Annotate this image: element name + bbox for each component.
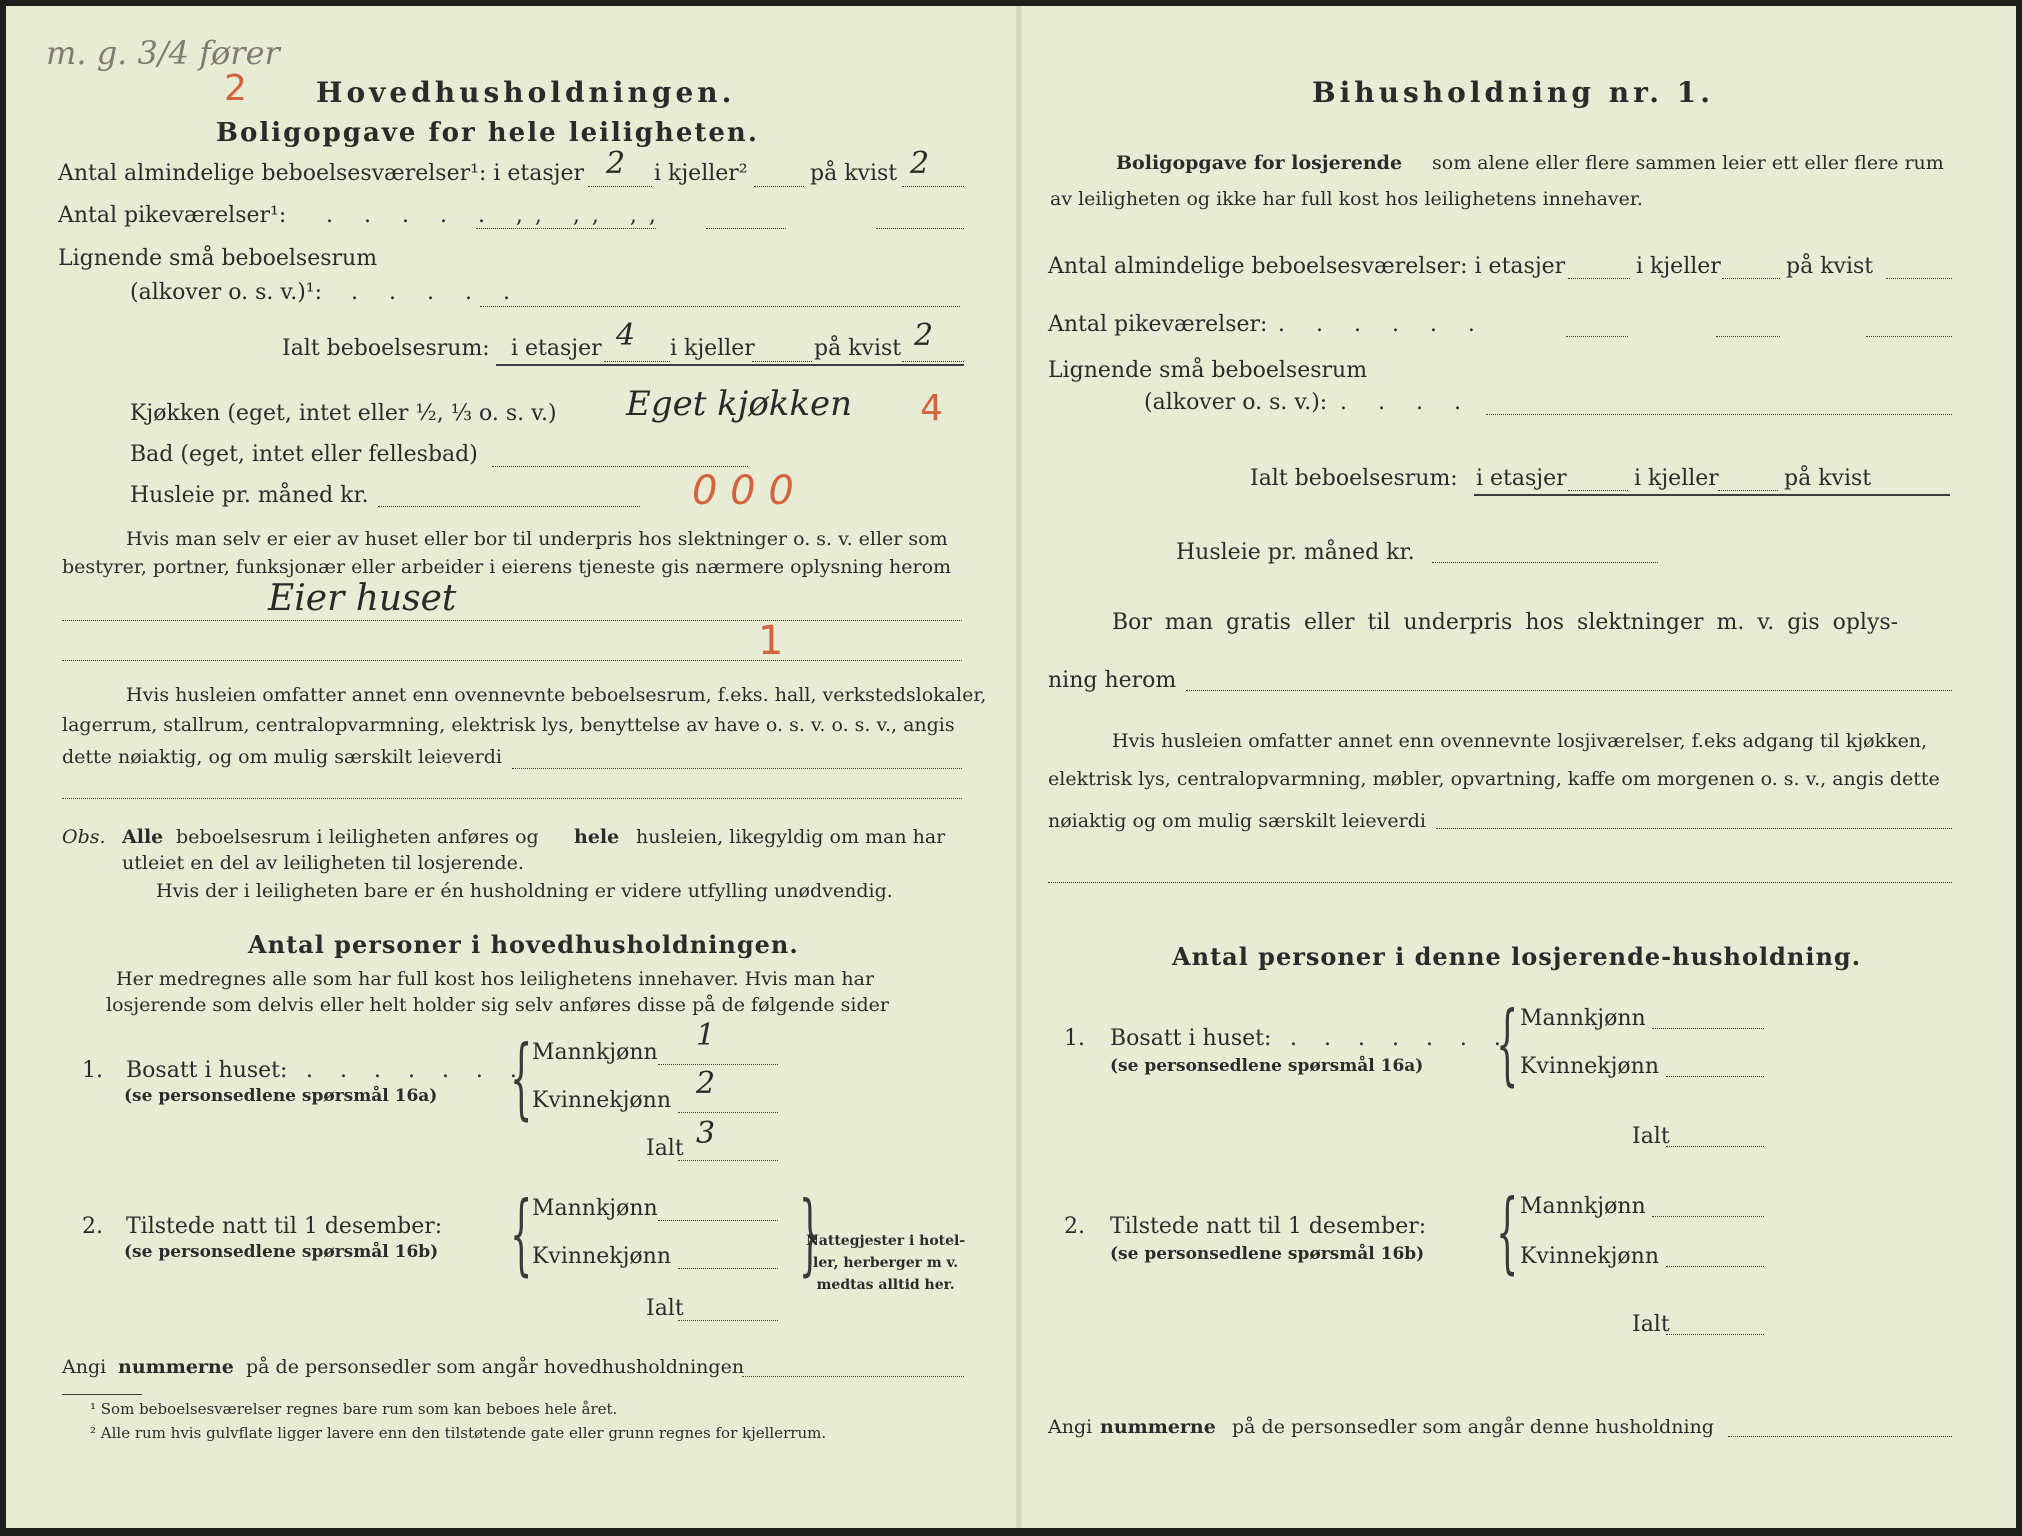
left-q2-mann-label: Mannkjønn [532, 1196, 658, 1221]
left-obs-text3: utleiet en del av leiligheten til losjerende. [122, 852, 524, 874]
left-row1-label: Antal almindelige beboelsesværelser¹: i etasjer [58, 161, 585, 186]
left-row1-etasjer-value: 2 [606, 146, 626, 181]
right-ialt-etasjer-label: i etasjer [1476, 466, 1567, 491]
left-q1-ialt-value: 3 [696, 1116, 716, 1151]
right-title: Bihusholdning nr. 1. [1312, 76, 1714, 109]
left-q2-label: Tilstede natt til 1 desember: [126, 1214, 443, 1239]
left-obs-alle: Alle [122, 826, 164, 848]
left-q1-mann-value: 1 [696, 1018, 716, 1053]
right-row3-label2: (alkover o. s. v.): [1144, 390, 1328, 415]
right-intro-rest: som alene eller flere sammen leier ett eller flere rum [1432, 152, 1944, 174]
left-obs-hele: hele [574, 826, 620, 848]
right-q1-sub: (se personsedlene spørsmål 16a) [1110, 1056, 1424, 1076]
left-ialt-etasjer-label: i etasjer [511, 336, 602, 361]
left-omfatter3: dette nøiaktig, og om mulig særskilt leieverdi [62, 746, 502, 768]
left-q2-kvinne-label: Kvinnekjønn [532, 1244, 671, 1269]
left-q1-sub: (se personsedlene spørsmål 16a) [124, 1086, 438, 1106]
left-row3-label2: (alkover o. s. v.)¹: [130, 280, 323, 305]
right-husleie-label: Husleie pr. måned kr. [1176, 540, 1415, 565]
left-eier-text2: bestyrer, portner, funksjonær eller arbeider i eierens tjeneste gis nærmere oplysning herom [62, 556, 952, 578]
right-gratis2: ning herom [1048, 668, 1177, 693]
left-kjokken-label: Kjøkken (eget, intet eller ½, ⅓ o. s. v.) [130, 401, 557, 426]
left-q2-ialt-label: Ialt [646, 1296, 684, 1321]
left-ialt-label: Ialt beboelsesrum: [282, 336, 490, 361]
left-kjokken-red-mark: 4 [920, 388, 943, 429]
right-q2-ialt-label: Ialt [1632, 1312, 1670, 1337]
left-nattegjester-note: Nattegjester i hotel- ler, herberger m v. medtas alltid her. [806, 1233, 966, 1293]
left-title: Hovedhusholdningen. [316, 76, 736, 109]
left-ialt-kvist-label: på kvist [814, 336, 902, 361]
right-q2-number: 2. [1064, 1214, 1085, 1239]
left-row3-label1: Lignende små beboelsesrum [58, 246, 378, 271]
left-ialt-etasjer-value: 4 [616, 318, 636, 353]
corner-red-mark: 2 [224, 68, 247, 109]
center-fold [1016, 6, 1022, 1528]
right-q1-label: Bosatt i huset: [1110, 1026, 1272, 1051]
right-row1-kvist-label: på kvist [1786, 254, 1874, 279]
left-footnote1: ¹ Som beboelsesværelser regnes bare rum som kan beboes hele året. [90, 1400, 618, 1418]
left-antal-text1: Her medregnes alle som har full kost hos leilighetens innehaver. Hvis man har [116, 968, 875, 990]
right-q2-label: Tilstede natt til 1 desember: [1110, 1214, 1427, 1239]
left-omfatter2: lagerrum, stallrum, centralopvarmning, elektrisk lys, benyttelse av have o. s. v. o. s. v., angis [62, 714, 955, 736]
left-angi-a: Angi [62, 1356, 107, 1378]
left-row2-label: Antal pikeværelser¹: [58, 203, 287, 228]
right-q1-mann-label: Mannkjønn [1520, 1006, 1646, 1031]
left-row1-kvist-label: på kvist [810, 161, 898, 186]
left-row1-kjeller-label: i kjeller² [654, 161, 748, 186]
right-ialt-label: Ialt beboelsesrum: [1250, 466, 1458, 491]
left-kjokken-value: Eget kjøkken [626, 384, 853, 424]
right-row1-label: Antal almindelige beboelsesværelser: i etasjer [1048, 254, 1566, 279]
right-omfatter3: nøiaktig og om mulig særskilt leieverdi [1048, 810, 1426, 832]
left-obs-text2: husleien, likegyldig om man har [636, 826, 946, 848]
left-q1-label: Bosatt i huset: [126, 1058, 288, 1083]
left-obs-text1: beboelsesrum i leiligheten anføres og [176, 826, 539, 848]
right-ialt-kvist-label: på kvist [1784, 466, 1872, 491]
left-husleie-label: Husleie pr. måned kr. [130, 483, 369, 508]
right-intro2: av leiligheten og ikke har full kost hos leilighetens innehaver. [1050, 188, 1643, 210]
left-obs-text4: Hvis der i leiligheten bare er én husholdning er videre utfylling unødvendig. [156, 880, 893, 902]
right-intro-bold: Boligopgave for losjerende [1116, 152, 1403, 174]
right-antal-title: Antal personer i denne losjerende-husholdning. [1172, 942, 1862, 971]
left-antal-text2: losjerende som delvis eller helt holder sig selv anføres disse på de følgende sider [106, 994, 889, 1016]
left-antal-title: Antal personer i hovedhusholdningen. [248, 930, 799, 959]
right-q1-kvinne-label: Kvinnekjønn [1520, 1054, 1659, 1079]
left-eier-text1: Hvis man selv er eier av huset eller bor til underpris hos slektninger o. s. v. eller som [126, 528, 948, 550]
left-eier-red-mark: 1 [758, 618, 784, 664]
right-q1-number: 1. [1064, 1026, 1085, 1051]
left-q1-mann-label: Mannkjønn [532, 1040, 658, 1065]
left-angi-nummerne: nummerne [118, 1356, 234, 1378]
right-omfatter2: elektrisk lys, centralopvarmning, møbler, opvartning, kaffe om morgenen o. s. v., angis dette [1048, 768, 1940, 790]
left-bad-label: Bad (eget, intet eller fellesbad) [130, 442, 478, 467]
left-angi-c: på de personsedler som angår hovedhusholdningen [246, 1356, 745, 1378]
right-angi-a: Angi [1048, 1416, 1093, 1438]
left-q1-kvinne-label: Kvinnekjønn [532, 1088, 671, 1113]
left-ialt-kvist-value: 2 [914, 318, 934, 353]
left-obs-label: Obs. [62, 826, 106, 848]
right-row2-label: Antal pikeværelser: [1048, 312, 1268, 337]
left-q2-number: 2. [82, 1214, 103, 1239]
margin-handwritten-note: m. g. 3/4 fører [46, 34, 280, 72]
right-q2-mann-label: Mannkjønn [1520, 1194, 1646, 1219]
left-eier-value: Eier huset [268, 578, 457, 619]
right-angi-nummerne: nummerne [1100, 1416, 1216, 1438]
left-row1-kvist-value: 2 [910, 146, 930, 181]
right-q1-ialt-label: Ialt [1632, 1124, 1670, 1149]
right-q2-sub: (se personsedlene spørsmål 16b) [1110, 1244, 1425, 1264]
right-gratis1: Bor man gratis eller til underpris hos slektninger m. v. gis oplys- [1112, 610, 1899, 635]
right-q2-kvinne-label: Kvinnekjønn [1520, 1244, 1659, 1269]
right-row1-kjeller-label: i kjeller [1636, 254, 1721, 279]
right-angi-c: på de personsedler som angår denne husholdning [1232, 1416, 1714, 1438]
right-omfatter1: Hvis husleien omfatter annet enn ovennevnte losjiværelser, f.eks adgang til kjøkken, [1112, 730, 1928, 752]
left-q1-ialt-label: Ialt [646, 1136, 684, 1161]
left-omfatter1: Hvis husleien omfatter annet enn ovennevnte beboelsesrum, f.eks. hall, verkstedslokaler, [126, 684, 987, 706]
left-q1-kvinne-value: 2 [696, 1066, 716, 1101]
left-footnote2: ² Alle rum hvis gulvflate ligger lavere enn den tilstøtende gate eller grunn regnes for kjellerrum. [90, 1424, 827, 1442]
right-row3-label1: Lignende små beboelsesrum [1048, 358, 1368, 383]
left-q2-sub: (se personsedlene spørsmål 16b) [124, 1242, 439, 1262]
right-ialt-kjeller-label: i kjeller [1634, 466, 1719, 491]
left-q1-number: 1. [82, 1058, 103, 1083]
left-subtitle: Boligopgave for hele leiligheten. [216, 118, 759, 148]
left-ialt-kjeller-label: i kjeller [670, 336, 755, 361]
census-form-sheet: m. g. 3/4 fører 2 Hovedhusholdningen. Boligopgave for hele leiligheten. Antal almindelige beboelsesværelser¹: i etasjer 2 i kjeller² på kvist 2 Antal pikeværelser¹: . . . . . ,, ,, ,, Lignende små beboelsesrum (alkover o. s. v.)¹: . . . . . Ialt beboelsesrum: i etasjer 4 i kjeller på kvist 2 Kjøkken (eget, intet eller ½, ⅓ o. s. v.) Eget kjøkken 4 Bad (eget, intet eller fellesbad) Husleie pr. måned kr. 0 0 0 Hvis man selv er eier av huset eller bor til underpris hos slektninger o. s. v. eller som bestyrer, portner, funksjonær eller arbeider i eierens tjeneste gis nærmere oplysning herom Eier huset 1 Hvis husleien omfatter annet enn ovennevnte beboelsesrum, f.eks. hall, verkstedslokaler, lagerrum, stallrum, centralopvarmning, elektrisk lys, benyttelse av have o. s. v. o. s. v., angis dette nøiaktig, og om mulig særskilt leieverdi Obs. Alle beboelsesrum i leiligheten anføres og hele husleien, likegyldig om man har utleiet en del av leiligheten til losjerende. Hvis der i leiligheten bare er én husholdning er videre utfylling unødvendig. Antal personer i hovedhusholdningen. Her medregnes alle som har full kost hos leilighetens innehaver. Hvis man har losjerende som delvis eller helt holder sig selv anføres disse på de følgende sider 1. Bosatt i huset: . . . . . . . (se personsedlene spørsmål 16a) { Mannkjønn 1 Kvinnekjønn 2 Ialt 3 2. Tilstede natt til 1 desember: (se personsedlene spørsmål 16b) { Mannkjønn Kvinnekjønn Ialt { Nattegjester i hotel- ler, herberger m v. medtas alltid her. Angi nummerne på de personsedler som angår hovedhusholdningen ¹ Som beboelsesværelser regnes bare rum som kan beboes hele året. ² Alle rum hvis gulvflate ligger lavere enn den tilstøtende gate eller grunn regnes for kjellerrum. Bihusholdning nr. 1. Boligopgave for losjerende som alene eller flere sammen leier ett eller flere rum av leiligheten og ikke har full kost hos leilighetens innehaver. Antal almindelige beboelsesværelser: i etasjer i kjeller på kvist Antal pikeværelser: . . . . . . Lignende små beboelsesrum (alkover o. s. v.): . . . . Ialt beboelsesrum: i etasjer i kjeller på kvist Husleie pr. måned kr. Bor man gratis eller til underpris hos slektninger m. v. gis oplys- ning herom Hvis husleien omfatter annet enn ovennevnte losjiværelser, f.eks adgang til kjøkken, elektrisk lys, centralopvarmning, møbler, opvartning, kaffe om morgenen o. s. v., angis dette nøiaktig og om mulig særskilt leieverdi Antal personer i denne losjerende-husholdning. 1. Bosatt i huset: . . . . . . . (se personsedlene spørsmål 16a) { Mannkjønn Kvinnekjønn Ialt 2. Tilstede natt til 1 desember: (se personsedlene spørsmål 16b) { Mannkjønn Kvinnekjønn Ialt Angi nummerne på de personsedler som angår denne husholdning [6, 6, 2016, 1528]
left-husleie-red-mark: 0 0 0 [692, 468, 794, 514]
